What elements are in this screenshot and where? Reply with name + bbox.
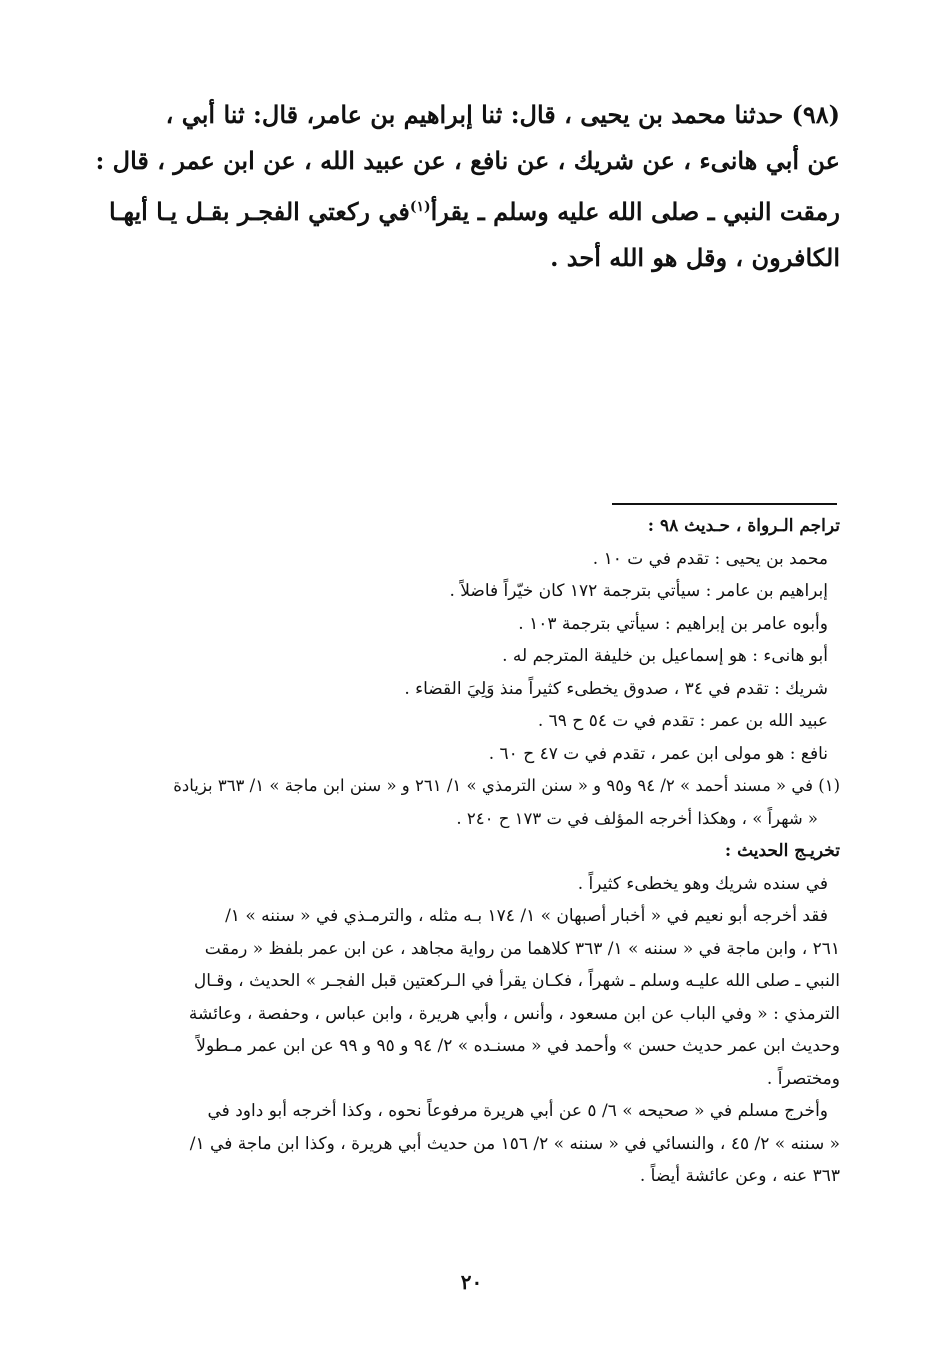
takhrij-para2-line: ٣٦٣ عنه ، وعن عائشة أيضاً . xyxy=(639,1166,840,1186)
takhrij-para1-line: ٢٦١ ، وابن ماجة في « سننه » ١/ ٣٦٣ كلاهما من رواية مجاهد ، عن ابن عمر بلفظ « رمقت xyxy=(204,938,840,959)
footnote-divider xyxy=(612,503,837,505)
hadith-line-3 xyxy=(109,184,840,235)
takhrij-para1-line: فقد أخرجه أبو نعيم في « أخبار أصبهان » ١/ ١٧٤ بـه مثله ، والترمـذي في « سننه » ١/ xyxy=(225,906,828,926)
footnote-line-1: (١) في « مسند أحمد » ٢/ ٩٤ و٩٥ و « سنن الترمذي » ١/ ٢٦١ و « سنن ابن ماجة » ١/ ٣٦٣ بزيادة xyxy=(173,776,840,795)
takhrij-heading: تخريـج الحديث : xyxy=(724,841,840,861)
narrator-entry: عبيد الله بن عمر : تقدم في ت ٥٤ ح ٦٩ . xyxy=(537,711,828,731)
takhrij-para1-line: ومختصراً . xyxy=(766,1068,840,1089)
hadith-line-3-start: رمقت النبي ـ صلى الله عليه وسلم ـ يقرأ xyxy=(430,197,840,226)
narrators-heading: تراجم الـرواة ، حـديث ٩٨ : xyxy=(647,516,840,536)
hadith-line-4: الكافرون ، وقل هو الله أحد . xyxy=(550,243,840,272)
hadith-line-1: (٩٨) حدثنا محمد بن يحيى ، قال: ثنا إبراهيم بن عامر، قال: ثنا أبي ، xyxy=(165,100,840,129)
page-number: ٢٠ xyxy=(460,1270,483,1294)
footnote-marker[interactable]: (١) xyxy=(409,199,431,215)
narrator-entry: أبو هانىء : هو إسماعيل بن خليفة المترجم له . xyxy=(502,646,828,666)
narrator-entry: نافع : هو مولى ابن عمر ، تقدم في ت ٤٧ ح ٦٠ . xyxy=(488,743,828,764)
hadith-line-2: عن أبي هانىء ، عن شريك ، عن نافع ، عن عبيد الله ، عن ابن عمر ، قال : xyxy=(95,146,840,175)
narrator-entry: وأبوه عامر بن إبراهيم : سيأتي بترجمة ١٠٣ . xyxy=(518,613,828,634)
narrator-entry: شريك : تقدم في ٣٤ ، صدوق يخطىء كثيراً منذ وَلِيَ القضاء . xyxy=(404,678,828,699)
hadith-text xyxy=(95,92,840,281)
takhrij-para2-line: « سننه » ٢/ ٤٥ ، والنسائي في « سننه » ٢/ ١٥٦ من حديث أبي هريرة ، وكذا ابن ماجة في ١/ xyxy=(189,1133,840,1154)
hadith-line-3-end: في ركعتي الفجـر بقـل يـا أيهـا xyxy=(109,197,410,226)
takhrij-para1-line: وحديث ابن عمر حديث حسن » وأحمد في « مسنـده » ٢/ ٩٤ و ٩٥ و ٩٩ عن ابن عمر مـطولاً xyxy=(196,1036,840,1056)
takhrij-para1-line: الترمذي : « وفي الباب عن ابن مسعود ، وأنس ، وأبي هريرة ، وابن عباس ، وحفصة ، وعائشة xyxy=(188,1003,840,1024)
takhrij-para2-line: وأخرج مسلم في « صحيحه » ٦/ ٥ عن أبي هريرة مرفوعاً نحوه ، وكذا أخرجه أبو داود في xyxy=(207,1101,828,1121)
footnote-line-2: « شهراً » ، وهكذا أخرجه المؤلف في ت ١٧٣ ح ٢٤٠ . xyxy=(456,808,818,828)
narrator-entry: إبراهيم بن عامر : سيأتي بترجمة ١٧٢ كان خيّراً فاضلاً . xyxy=(449,581,828,601)
takhrij-para1-line: النبي ـ صلى الله عليـه وسلم ـ شهراً ، فكـان يقرأ في الـركعتين قبل الفجـر » الحديث ، وقـال xyxy=(193,971,840,991)
narrator-entry: محمد بن يحيى : تقدم في ت ١٠ . xyxy=(592,548,828,569)
takhrij-line: في سنده شريك وهو يخطىء كثيراً . xyxy=(577,873,828,894)
notes-section xyxy=(118,510,840,1193)
